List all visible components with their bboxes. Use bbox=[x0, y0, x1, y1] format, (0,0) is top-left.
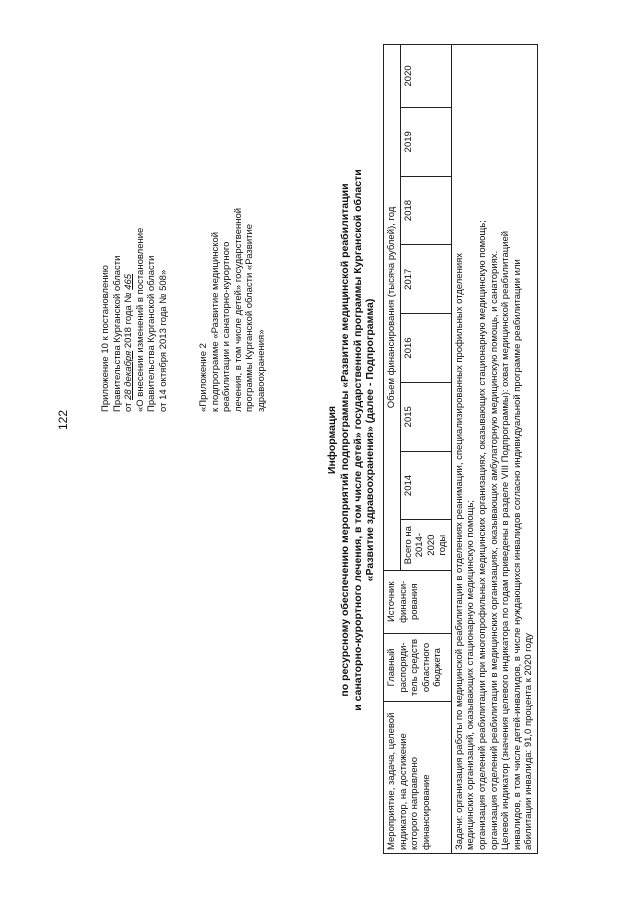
document-sheet bbox=[88, 40, 588, 860]
title-line: «Развитие здравоохранения» (далее - Подпрограмма) bbox=[364, 298, 377, 582]
header-year: 2020 bbox=[400, 45, 451, 108]
appendix-2-line: программы Курганской области «Развитие bbox=[244, 223, 256, 412]
page-number: 122 bbox=[56, 409, 70, 430]
header-manager: Главный распоряди-тель средств областного бюджета bbox=[384, 633, 452, 702]
handwritten-date: 28 декабря bbox=[123, 350, 135, 400]
financing-table bbox=[383, 44, 538, 854]
appendix-10-line: Правительства Курганской области bbox=[146, 255, 158, 412]
header-year: 2018 bbox=[400, 176, 451, 245]
document-title bbox=[326, 40, 377, 840]
appendix-10-header bbox=[100, 42, 169, 412]
task-line: Целевой индикатор (значения целевого индикатора по годам приведены в разделе VIII Подпрограммы): охват медицинской реабилитацией bbox=[500, 230, 512, 850]
appendix-2-line: реабилитации и санаторно-курортного bbox=[221, 241, 233, 412]
appendix-2-line: «Приложение 2 bbox=[198, 343, 209, 412]
header-year: 2019 bbox=[400, 107, 451, 176]
table-row bbox=[451, 45, 537, 854]
appendix-2-line: лечения, в том числе детей» государственной bbox=[232, 207, 244, 412]
appendix-10-line: от 14 октября 2013 года № 508» bbox=[157, 269, 169, 412]
task-line: Задачи: организация работы по медицинской реабилитации в отделениях реанимации, специализированных профильных отделениях bbox=[453, 252, 465, 850]
handwritten-number: 465 bbox=[123, 273, 135, 290]
task-line: инвалидов, в том числе детей-инвалидов, в числе нуждающихся инвалидов согласно индивидуальной программе реабилитации или bbox=[511, 259, 523, 850]
header-volume: Объем финансирования (тысяча рублей), год bbox=[384, 45, 401, 571]
date-prefix: от bbox=[123, 399, 135, 412]
header-year: 2015 bbox=[400, 382, 451, 451]
header-measure: Мероприятие, задача, целевой индикатор, на достижение которого направлено финансирование bbox=[384, 702, 452, 854]
title-line: и санаторно-курортного лечения, в том числе детей» государственной программы Курганской области bbox=[351, 169, 364, 711]
header-total: Всего на 2014-2020 годы bbox=[400, 520, 451, 571]
task-line: медицинских организаций, оказывающих стационарную медицинскую помощь; bbox=[465, 499, 477, 850]
title-line: по ресурсному обеспечению мероприятий подпрограммы «Развитие медицинской реабилитации bbox=[338, 183, 351, 697]
header-year: 2014 bbox=[400, 451, 451, 520]
appendix-2-line: к подпрограмме «Развитие медицинской bbox=[209, 231, 221, 412]
appendix-10-line: Приложение 10 к постановлению bbox=[100, 265, 111, 412]
table-header-row bbox=[384, 45, 401, 854]
task-line: организация отделений реабилитации при многопрофильных медицинских организациях, оказывающих стационарную медицинскую помощь; bbox=[477, 220, 489, 850]
header-year: 2017 bbox=[400, 245, 451, 314]
tasks-cell bbox=[451, 45, 537, 854]
appendix-10-line: Правительства Курганской области bbox=[111, 255, 123, 412]
appendix-2-header bbox=[198, 42, 267, 412]
appendix-10-line: «О внесении изменений в постановление bbox=[134, 227, 146, 412]
header-year: 2016 bbox=[400, 314, 451, 383]
task-line: организация отделений реабилитации в медицинских организациях, оказывающих амбулаторную медицинскую помощь, и санаториях. bbox=[488, 250, 500, 850]
header-source: Источник финанси-рования bbox=[384, 570, 452, 633]
appendix-10-date-line bbox=[123, 42, 135, 412]
task-line: абилитации инвалида: 91,0 процента к 2020 году bbox=[523, 633, 535, 850]
appendix-2-line: здравоохранения» bbox=[255, 329, 267, 412]
title-line: Информация bbox=[326, 405, 338, 475]
date-mid: 2018 года № bbox=[123, 289, 135, 351]
